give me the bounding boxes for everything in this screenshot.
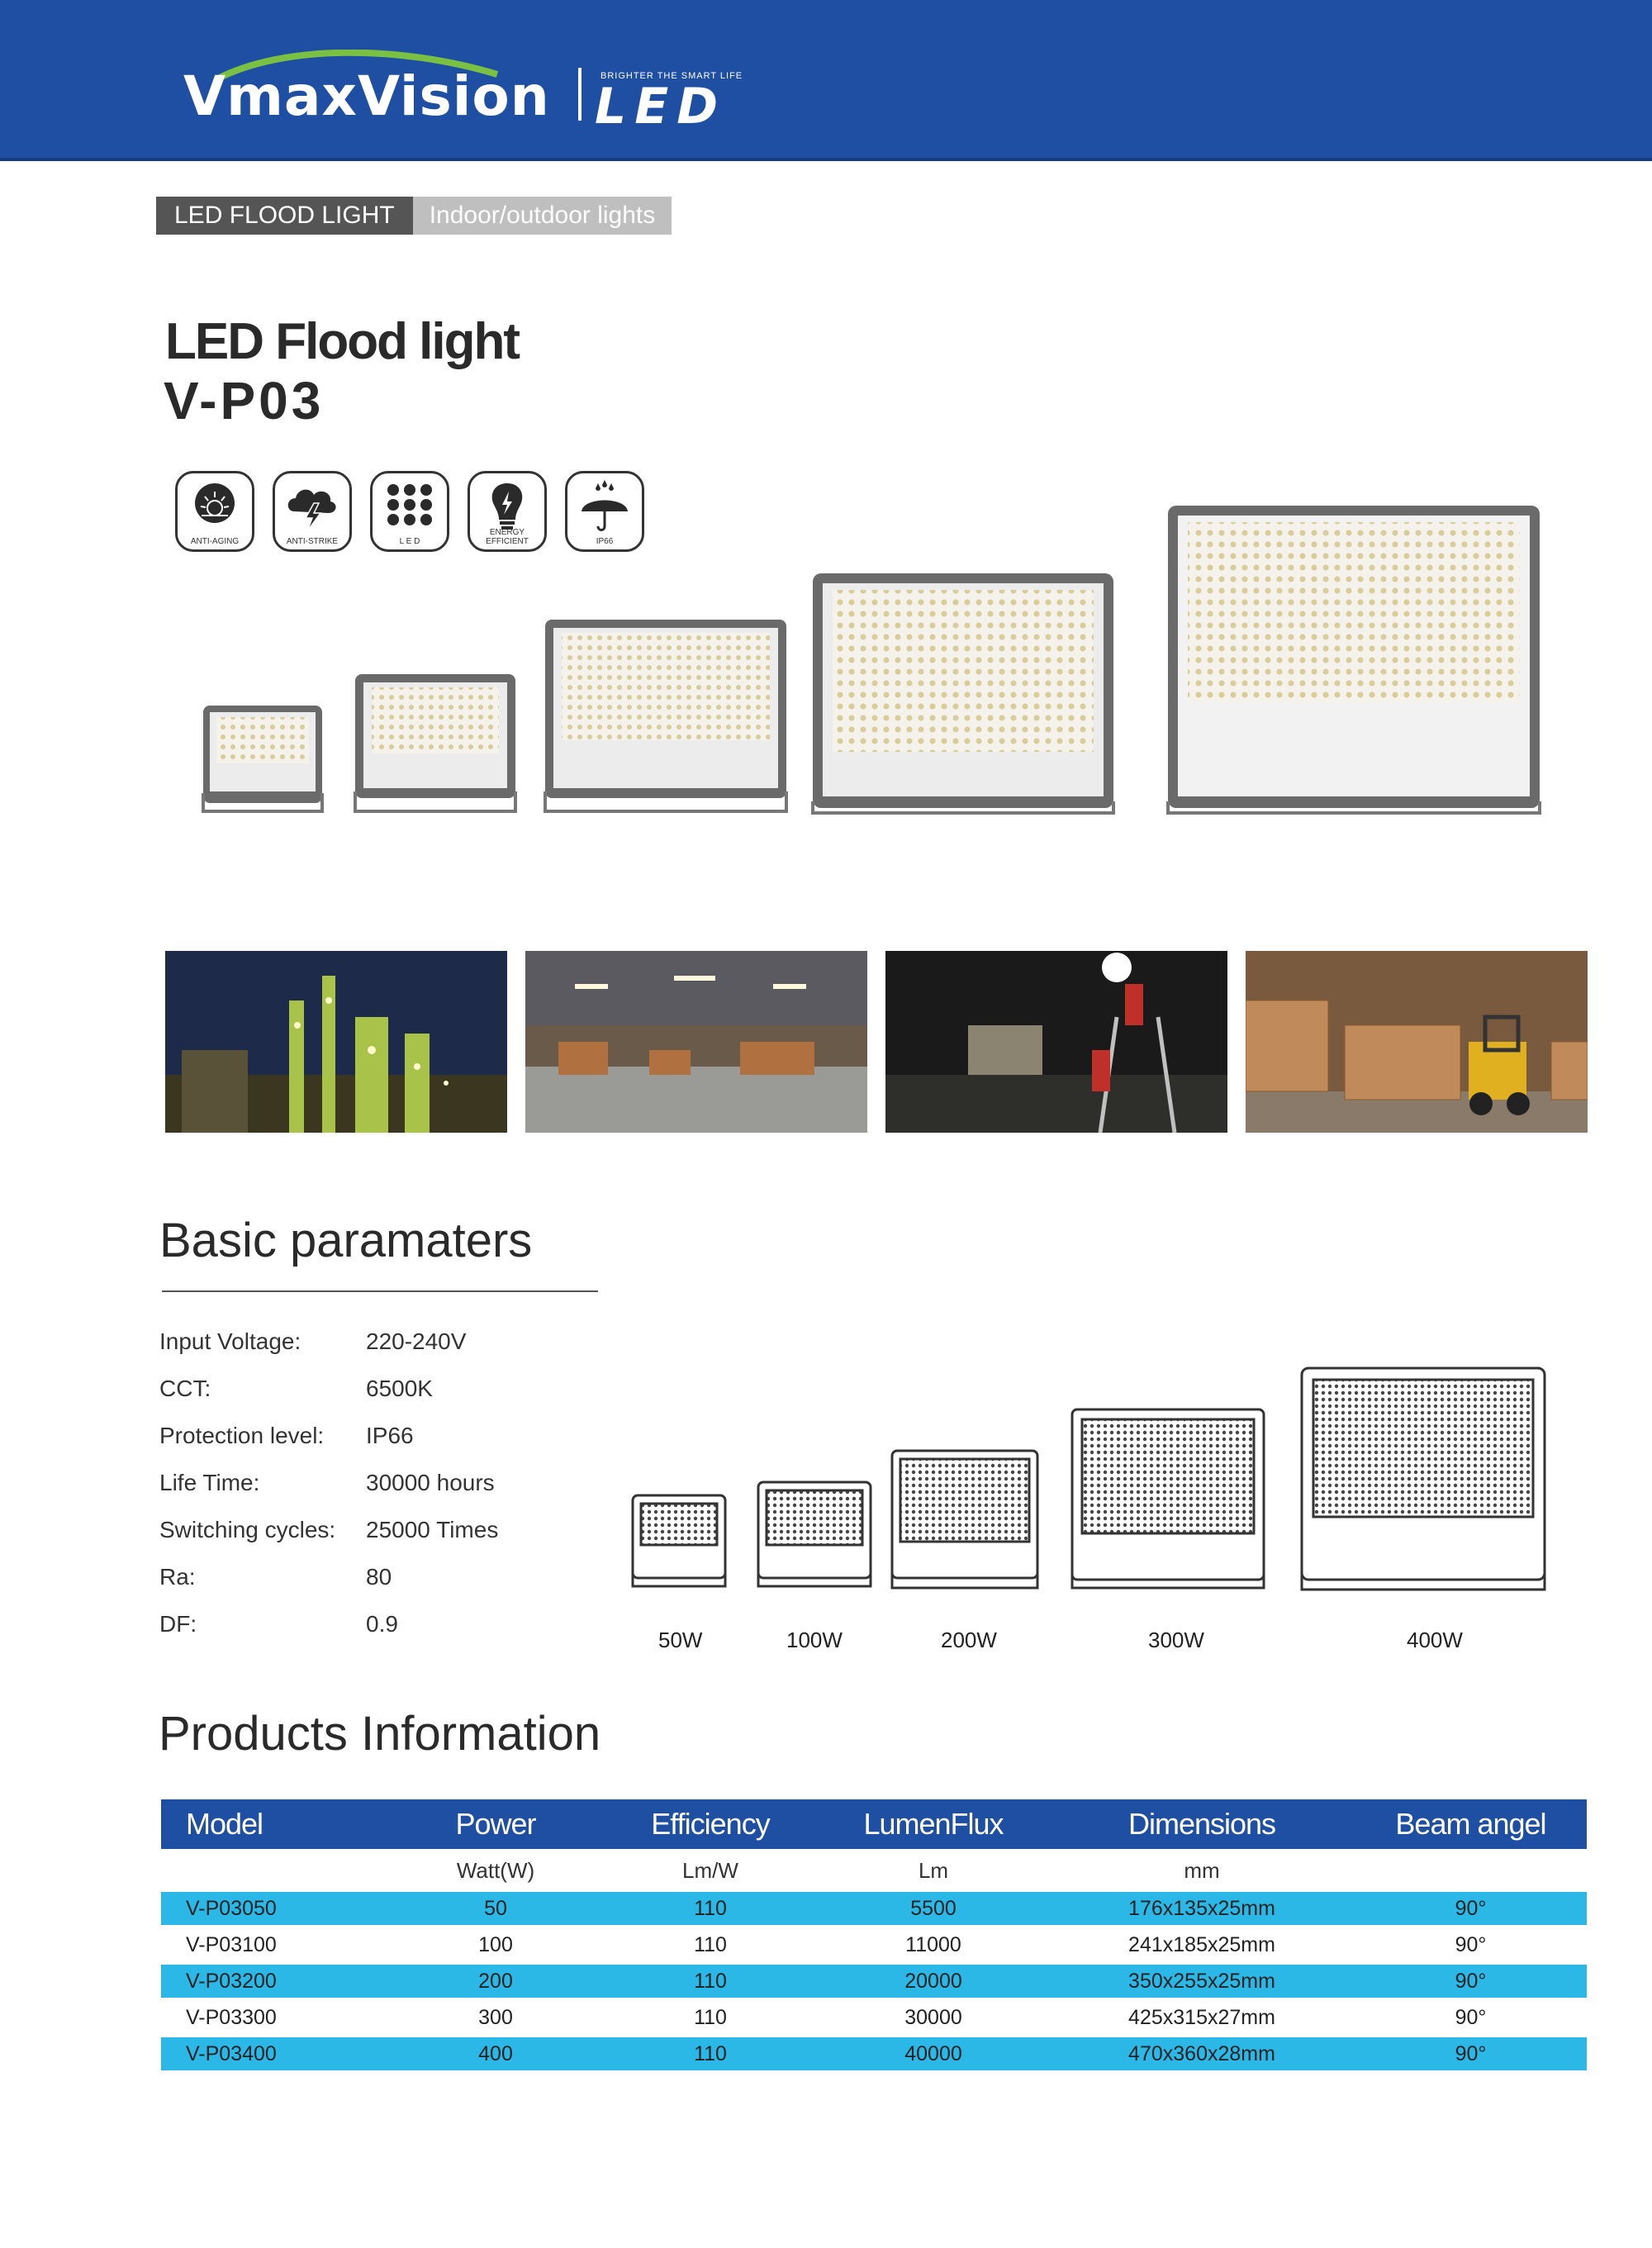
photo-industrial-plant [165,951,507,1133]
floodlight-100w [355,674,515,811]
cell-power: 400 [478,2041,513,2065]
cell-model: V-P03050 [186,1896,277,1920]
param-row [159,1376,498,1423]
products-table [161,1799,1587,2074]
feature-label: IP66 [596,537,614,546]
wattage-label: 100W [786,1628,843,1652]
header-cell: Efficiency [651,1807,770,1841]
wattage-label: 200W [941,1628,997,1652]
cell-beam: 90° [1455,1896,1487,1920]
unit-cell: Watt(W) [456,1857,535,1883]
param-value: IP66 [366,1423,414,1448]
param-row [159,1611,498,1658]
floodlight-50w [203,706,322,811]
cell-power: 200 [478,1969,513,1993]
param-value: 25000 Times [366,1517,499,1542]
wattage-label: 300W [1148,1628,1204,1652]
outline-50w [633,1495,725,1586]
table-row [161,1965,1587,1998]
cell-beam: 90° [1455,2041,1487,2065]
brand-tagline: BRIGHTER THE SMART LIFE [601,71,743,81]
application-photos [165,951,1588,1133]
table-row [161,1928,1587,1961]
outline-300w [1072,1409,1264,1588]
param-row [159,1517,498,1564]
cell-lumen: 5500 [910,1896,957,1920]
cell-lumen: 30000 [904,2005,962,2029]
category-primary: LED FLOOD LIGHT [156,197,413,235]
cell-efficiency: 110 [694,1896,727,1920]
wattage-label: 400W [1407,1628,1463,1652]
photo-warehouse-forklift [1246,951,1588,1133]
param-row [159,1423,498,1470]
cell-model: V-P03300 [186,2005,277,2029]
floodlight-400w [1168,506,1540,813]
cell-power: 300 [478,2005,513,2029]
table-row [161,2037,1587,2070]
outline-400w [1302,1368,1545,1590]
table-units-row [161,1849,1587,1892]
param-key: Input Voltage: [159,1328,301,1354]
cell-efficiency: 110 [694,1932,727,1956]
product-title: LED Flood light [165,313,520,370]
photo-night-construction [885,951,1227,1133]
products-information-title: Products Information [159,1707,601,1761]
led-mark: LED [595,78,727,135]
param-key: Protection level: [159,1423,325,1448]
param-key: Switching cycles: [159,1517,336,1542]
cell-lumen: 40000 [904,2041,962,2065]
cell-efficiency: 110 [694,2041,727,2065]
cell-dimensions: 241x185x25mm [1128,1932,1275,1956]
cell-lumen: 11000 [905,1932,961,1956]
brand-logo[interactable] [183,50,745,135]
cell-model: V-P03400 [186,2041,277,2065]
cell-dimensions: 470x360x28mm [1128,2041,1275,2065]
param-row [159,1564,498,1611]
parameters-list [159,1328,498,1658]
floodlight-200w [545,620,786,811]
param-key: CCT: [159,1376,211,1401]
cell-dimensions: 350x255x25mm [1128,1969,1275,1993]
header-banner [0,0,1652,161]
cell-lumen: 20000 [904,1969,962,1993]
unit-cell: Lm [918,1857,949,1883]
cell-beam: 90° [1455,2005,1487,2029]
cell-power: 100 [478,1932,513,1956]
feature-label: L E D [399,537,420,546]
cell-beam: 90° [1455,1932,1487,1956]
product-lineup [198,504,1569,818]
unit-cell: mm [1184,1857,1220,1883]
param-value: 30000 hours [366,1470,495,1495]
header-cell: Model [186,1807,263,1841]
cell-efficiency: 110 [694,2005,727,2029]
logo-divider [578,68,582,121]
param-key: Ra: [159,1564,196,1590]
param-value: 0.9 [366,1611,398,1637]
table-header [161,1799,1587,1849]
cell-beam: 90° [1455,1969,1487,1993]
section-divider [162,1290,598,1292]
header-cell: Power [455,1807,536,1841]
cell-efficiency: 110 [694,1969,727,1993]
floodlight-300w [813,573,1113,813]
feature-label: ENERGY EFFICIENT [486,528,529,546]
cell-dimensions: 425x315x27mm [1128,2005,1275,2029]
unit-cell: Lm/W [682,1857,738,1883]
outline-100w [758,1482,871,1586]
photo-factory-hall [525,951,867,1133]
cell-model: V-P03200 [186,1969,277,1993]
param-key: Life Time: [159,1470,260,1495]
header-cell: Beam angel [1395,1807,1546,1841]
wattage-label: 50W [658,1628,703,1652]
outline-200w [892,1451,1037,1588]
header-cell: LumenFlux [863,1807,1004,1841]
brand-name: VmaxVision [183,64,550,128]
param-row [159,1470,498,1517]
cell-power: 50 [484,1896,507,1920]
param-value: 220-240V [366,1328,467,1354]
cell-model: V-P03100 [186,1932,277,1956]
param-row [159,1328,498,1376]
category-tag [156,197,672,235]
param-key: DF: [159,1611,197,1637]
header-cell: Dimensions [1127,1807,1276,1841]
product-model: V-P03 [164,371,325,430]
category-secondary: Indoor/outdoor lights [413,197,672,235]
table-row [161,1892,1587,1925]
table-row [161,2001,1587,2034]
param-value: 6500K [366,1376,433,1401]
feature-label: ANTI-AGING [190,537,240,546]
floodlight-lineup-image [198,504,1569,818]
param-value: 80 [366,1564,392,1590]
cell-dimensions: 176x135x25mm [1128,1896,1275,1920]
basic-parameters-title: Basic paramaters [159,1214,533,1267]
feature-label: ANTI-STRIKE [286,537,339,546]
